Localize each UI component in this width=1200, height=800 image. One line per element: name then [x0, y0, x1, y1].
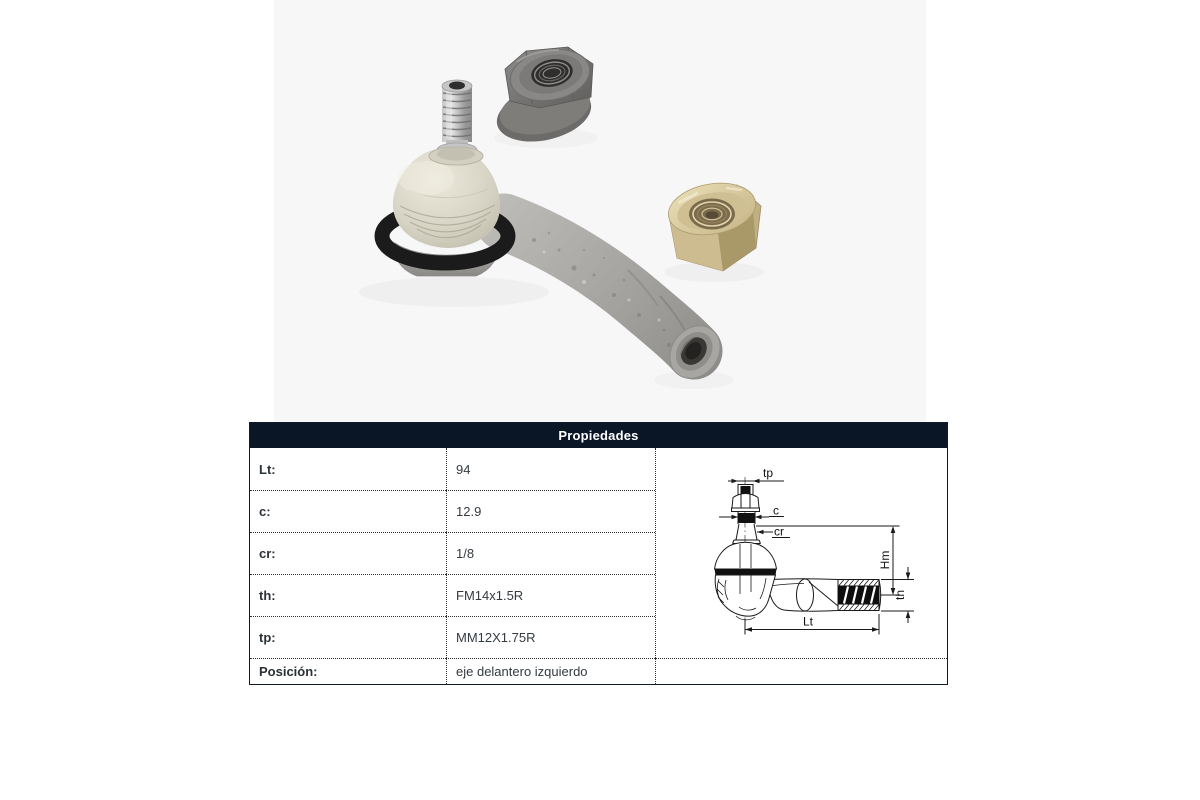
properties-table: [249, 422, 948, 685]
hex-nut: [664, 177, 761, 271]
ball-joint-boot: [393, 147, 500, 248]
property-value-c: 12.9: [446, 490, 655, 532]
property-label-cr: cr:: [250, 532, 446, 574]
dimension-label-lt: Lt: [802, 614, 814, 629]
dimension-label-cr: cr: [774, 524, 784, 539]
product-photo: [274, 0, 926, 422]
diagram-housing-dome: [715, 542, 777, 569]
property-label-lt: Lt:: [259, 461, 276, 477]
properties-grid: [250, 448, 947, 684]
technical-diagram: [656, 448, 947, 658]
property-label-c: c:: [250, 490, 446, 532]
property-value-th: FM14x1.5R: [446, 574, 655, 616]
empty-diagram-footer-cell: [655, 658, 947, 684]
product-photo-area: [274, 0, 926, 422]
property-label-posicion: Posición:: [250, 658, 446, 684]
diagram-taper: [736, 524, 757, 540]
dimension-label-c: c: [773, 503, 779, 518]
properties-table-title: Propiedades: [250, 423, 947, 448]
technical-diagram-cell: [655, 448, 947, 658]
dimension-label-tp: tp: [763, 466, 774, 480]
property-label-th: th:: [250, 574, 446, 616]
property-label-tp: tp:: [250, 616, 446, 658]
diagram-collar: [738, 513, 755, 523]
property-value-lt: 94: [446, 448, 655, 490]
property-value-cr: 1/8: [446, 532, 655, 574]
property-value-tp: MM12X1.75R: [446, 616, 655, 658]
dimension-label-th: th: [893, 589, 907, 601]
dimension-label-hm: Hm: [878, 550, 892, 570]
diagram-nut: [732, 494, 759, 509]
property-value-posicion: eje delantero izquierdo: [446, 658, 655, 684]
stud: [437, 80, 477, 157]
